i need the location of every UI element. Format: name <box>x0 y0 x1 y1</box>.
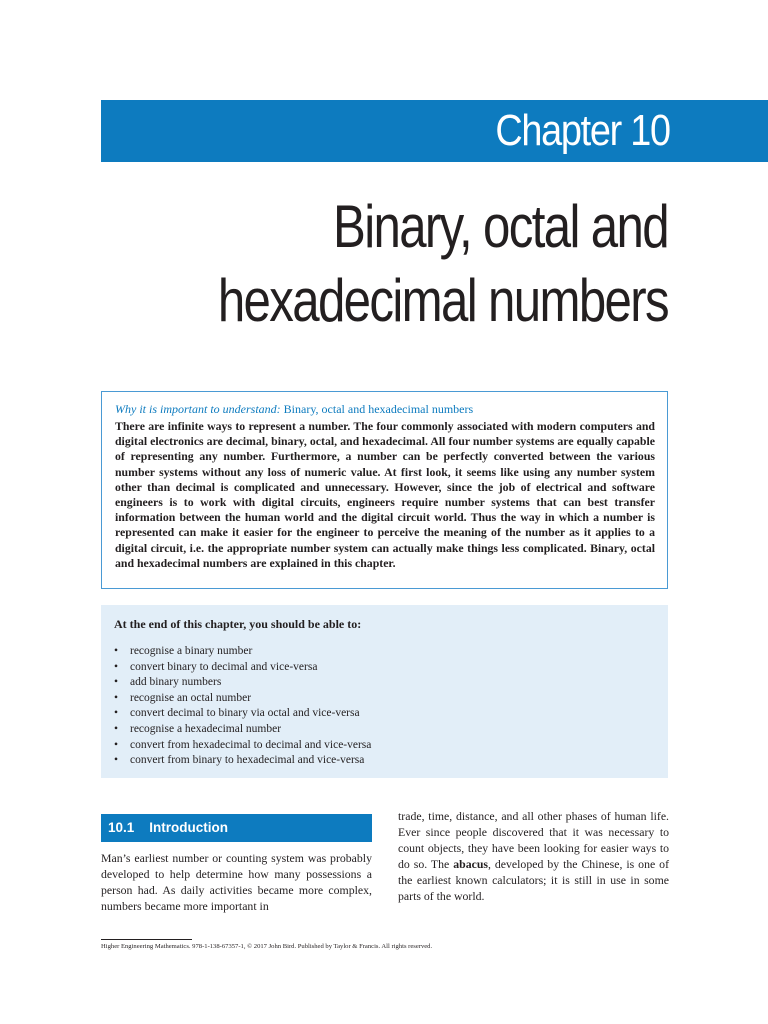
objectives-list <box>114 644 655 769</box>
bullet-icon: • <box>114 691 119 704</box>
bullet-icon: • <box>114 660 119 673</box>
bullet-icon: • <box>114 707 119 720</box>
bullet-icon: • <box>114 738 119 751</box>
why-important-topic: Binary, octal and hexadecimal numbers <box>283 402 474 416</box>
bullet-icon: • <box>114 722 119 735</box>
copyright-footnote: Higher Engineering Mathematics. 978-1-138-67357-1, © 2017 John Bird. Published by Taylor & Francis. All rights reserved. <box>101 943 433 950</box>
footnote-rule <box>101 939 192 940</box>
why-important-heading <box>115 401 655 417</box>
bullet-icon: • <box>114 645 119 657</box>
objective-item: • recognise a hexadecimal number <box>114 722 655 738</box>
chapter-title-line-2: hexadecimal numbers <box>217 267 668 334</box>
objective-item: • convert from hexadecimal to decimal and vice-versa <box>114 738 655 754</box>
section-heading <box>101 814 372 842</box>
objective-item: • recognise an octal number <box>114 691 655 707</box>
objective-item: • add binary numbers <box>114 675 655 691</box>
section-title: Introduction <box>149 820 229 835</box>
learning-objectives-box <box>101 605 668 778</box>
section-number: 10.1 <box>108 820 135 835</box>
why-important-body: There are infinite ways to represent a number. The four commonly associated with modern computers and digital electronics are decimal, binary, octal, and hexadecimal. All four number systems are equally capable of representing any number. Furthermore, a number can be perfectly converted between the various number systems without any loss of numeric value. At first look, it seems like using any number system other than decimal is complicated and unnecessary. However, since the job of electrical and software engineers is to work with digital circuits, engineers require number systems that can best transfer information between the human world and the digital circuit world. Thus the way in which a number is represented can make it easier for the engineer to perceive the meaning of the number as it applies to a digital circuit, i.e. the appropriate number system can actually make things less complicated. Binary, octal and hexadecimal numbers are explained in this chapter. <box>115 419 655 570</box>
chapter-title-line-1: Binary, octal and <box>333 193 668 260</box>
chapter-title <box>218 190 668 338</box>
why-important-box <box>101 391 668 589</box>
body-text-right-column: trade, time, distance, and all other phases of human life. Ever since people discovered that it was necessary to count objects, they have been looking for easier ways to do so. The abacus, developed by the Chinese, is one of the earliest known calculators; it is still in use in some parts of the world. <box>398 809 669 903</box>
abacus-term: abacus <box>453 857 488 871</box>
chapter-number: Chapter 10 <box>495 106 670 155</box>
objectives-heading: At the end of this chapter, you should be able to: <box>114 617 362 631</box>
objective-item: • convert from binary to hexadecimal and vice-versa <box>114 753 655 769</box>
body-text-left-column: Man’s earliest number or counting system was probably developed to help determine how many possessions a person had. As daily activities became more complex, numbers became more important in <box>101 851 372 913</box>
bullet-icon: • <box>114 676 119 689</box>
objective-item: • recognise a binary number <box>114 644 655 660</box>
objective-item: • convert binary to decimal and vice-versa <box>114 660 655 676</box>
why-important-label: Why it is important to understand: <box>115 402 281 416</box>
chapter-banner <box>101 100 768 162</box>
objective-item: • convert decimal to binary via octal and vice-versa <box>114 706 655 722</box>
bullet-icon: • <box>114 754 119 767</box>
